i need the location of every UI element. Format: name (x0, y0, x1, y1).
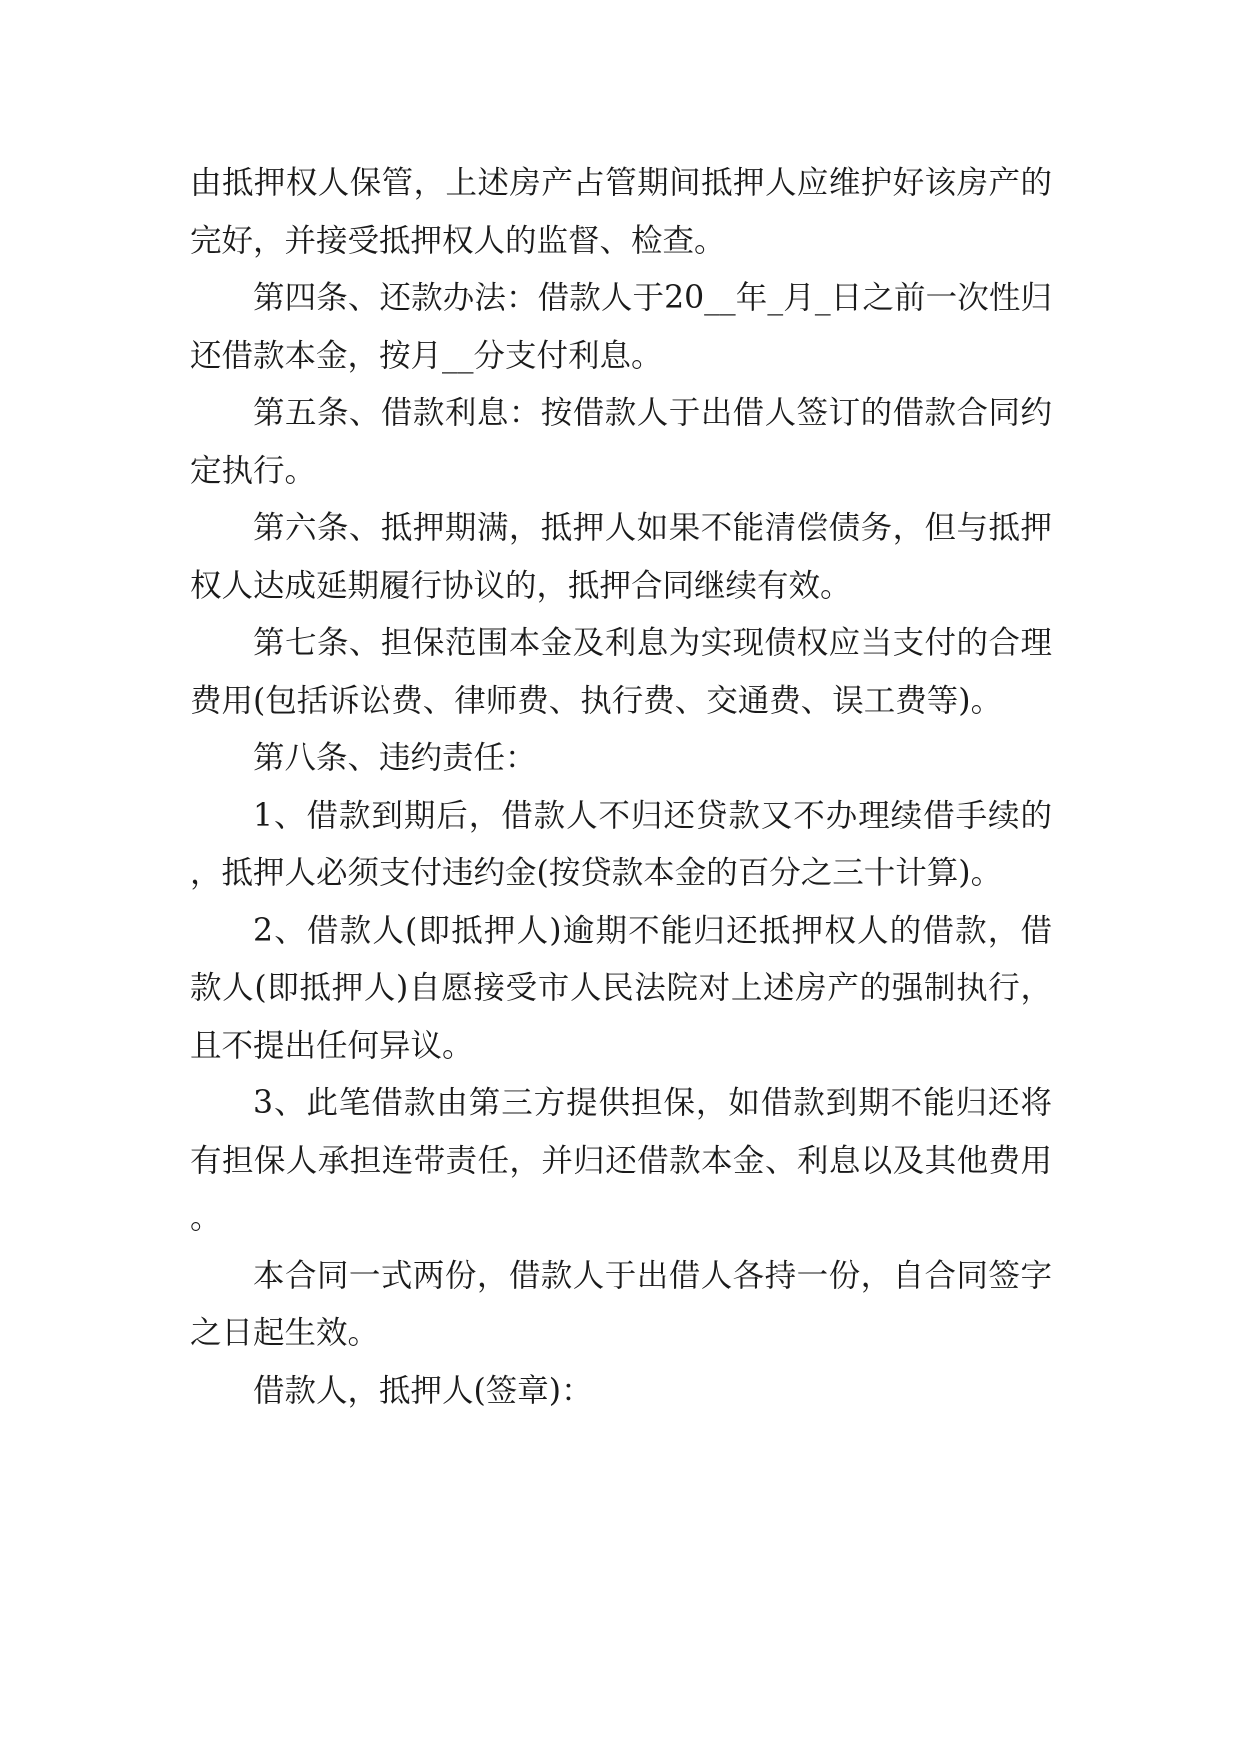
paragraph-article-6: 第六条、抵押期满，抵押人如果不能清偿债务，但与抵押权人达成延期履行协议的，抵押合同继续有效。 (190, 510, 1052, 604)
paragraph-continuation: 由抵押权人保管，上述房产占管期间抵押人应维护好该房产的完好，并接受抵押权人的监督、检查。 (190, 165, 1052, 259)
paragraph-signature-line: 借款人，抵押人(签章)： (253, 1372, 593, 1409)
paragraph-clause-2: 2、借款人(即抵押人)逾期不能归还抵押权人的借款，借款人(即抵押人)自愿接受市人民法院对上述房产的强制执行，且不提出任何异议。 (190, 912, 1052, 1064)
paragraph-article-7: 第七条、担保范围本金及利息为实现债权应当支付的合理费用(包括诉讼费、律师费、执行费、交通费、误工费等)。 (190, 625, 1052, 719)
document-body (190, 155, 1052, 1420)
paragraph-article-8-heading: 第八条、违约责任： (253, 740, 537, 776)
paragraph-article-4: 第四条、还款办法：借款人于20__年_月_日之前一次性归还借款本金，按月__分支付利息。 (190, 280, 1052, 374)
paragraph-clause-3: 3、此笔借款由第三方提供担保，如借款到期不能归还将有担保人承担连带责任，并归还借款本金、利息以及其他费用。 (190, 1085, 1052, 1236)
paragraph-article-5: 第五条、借款利息：按借款人于出借人签订的借款合同约定执行。 (190, 395, 1052, 489)
paragraph-clause-1: 1、借款到期后，借款人不归还贷款又不办理续借手续的，抵押人必须支付违约金(按贷款本金的百分之三十计算)。 (190, 797, 1052, 891)
paragraph-copies: 本合同一式两份，借款人于出借人各持一份，自合同签字之日起生效。 (190, 1257, 1052, 1351)
